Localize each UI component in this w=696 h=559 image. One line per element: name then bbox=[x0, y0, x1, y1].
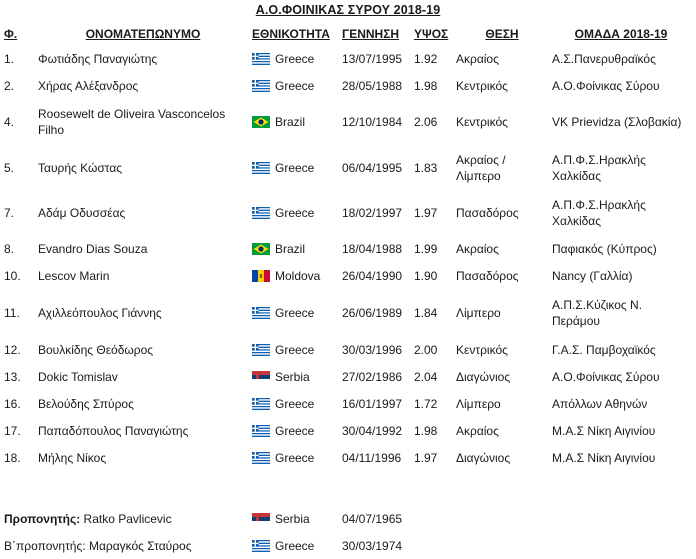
player-number: 16. bbox=[4, 396, 21, 411]
player-name: Evandro Dias Souza bbox=[38, 241, 148, 256]
player-height: 2.00 bbox=[414, 342, 438, 357]
staff-cell bbox=[2, 505, 250, 532]
country-name: Greece bbox=[275, 306, 315, 320]
header-team: ΟΜΑΔΑ 2018-19 bbox=[574, 27, 668, 41]
player-birth-date: 18/04/1988 bbox=[342, 241, 403, 256]
player-name: Χήρας Αλέξανδρος bbox=[38, 78, 139, 93]
player-position: Λίμπερο bbox=[456, 306, 501, 320]
player-height: 1.98 bbox=[414, 78, 438, 93]
table-row bbox=[2, 290, 692, 336]
player-number: 5. bbox=[4, 160, 15, 175]
staff-nationality bbox=[250, 505, 340, 532]
header-name: ΟΝΟΜΑΤΕΠΩΝΥΜΟ bbox=[85, 27, 201, 41]
player-position: Διαγώνιος bbox=[456, 369, 511, 384]
country-name: Greece bbox=[275, 423, 315, 438]
player-team: Α.Ο.Φοίνικας Σύρου bbox=[552, 78, 660, 93]
player-position: Κεντρικός bbox=[456, 115, 508, 129]
player-nationality bbox=[250, 336, 340, 363]
country-name: Greece bbox=[275, 78, 315, 93]
staff-table bbox=[2, 505, 692, 559]
player-nationality bbox=[250, 290, 340, 336]
player-number: 2. bbox=[4, 78, 15, 93]
staff-birth-date: 04/07/1965 bbox=[342, 511, 403, 526]
country-name: Greece bbox=[275, 396, 315, 411]
staff-name: Ratko Pavlicevic bbox=[83, 511, 172, 526]
table-row bbox=[2, 444, 692, 471]
player-team: Μ.Α.Σ Νίκη Αιγινίου bbox=[552, 450, 656, 465]
player-position: Πασαδόρος bbox=[456, 269, 519, 283]
greece-flag-icon bbox=[252, 540, 270, 552]
roster-table bbox=[2, 27, 692, 471]
player-height: 1.72 bbox=[414, 396, 438, 411]
greece-flag-icon bbox=[252, 452, 270, 464]
player-position: Διαγώνιος bbox=[456, 450, 511, 465]
player-nationality bbox=[250, 417, 340, 444]
table-row bbox=[2, 145, 692, 190]
player-position: Ακραίος bbox=[456, 241, 499, 256]
staff-role-label: Β΄προπονητής: bbox=[4, 538, 86, 553]
staff-birth-date: 30/03/1974 bbox=[342, 538, 403, 553]
country-name: Greece bbox=[275, 538, 315, 553]
player-birth-date: 18/02/1997 bbox=[342, 205, 403, 220]
staff-cell bbox=[2, 532, 250, 559]
greece-flag-icon bbox=[252, 344, 270, 356]
country-name: Greece bbox=[275, 342, 315, 357]
country-name: Greece bbox=[275, 450, 315, 465]
staff-row bbox=[2, 505, 692, 532]
player-team: Nancy (Γαλλία) bbox=[552, 269, 633, 283]
header-nationality: ΕΘΝΙΚΟΤΗΤΑ bbox=[252, 27, 330, 41]
player-birth-date: 30/03/1996 bbox=[342, 342, 403, 357]
player-number: 11. bbox=[4, 306, 20, 320]
table-row bbox=[2, 336, 692, 363]
player-name: Dokic Tomislav bbox=[38, 369, 118, 384]
player-team: Γ.Α.Σ. Παμβοχαϊκός bbox=[552, 342, 656, 357]
table-row bbox=[2, 72, 692, 99]
player-team: Α.Σ.Πανερυθραϊκός bbox=[552, 51, 656, 66]
staff-role-label: Προπονητής: bbox=[4, 511, 81, 526]
player-nationality bbox=[250, 363, 340, 390]
player-height: 1.97 bbox=[414, 450, 438, 465]
greece-flag-icon bbox=[252, 398, 270, 410]
player-number: 8. bbox=[4, 241, 15, 256]
roster-header-row bbox=[2, 27, 692, 45]
player-team: Μ.Α.Σ Νίκη Αιγινίου bbox=[552, 423, 656, 438]
player-height: 1.97 bbox=[414, 205, 438, 220]
player-name: Αχιλλεόπουλος Γιάννης bbox=[38, 306, 162, 320]
player-team: Απόλλων Αθηνών bbox=[552, 396, 648, 411]
player-nationality bbox=[250, 262, 340, 290]
player-height: 2.04 bbox=[414, 369, 438, 384]
player-name: Παπαδόπουλος Παναγιώτης bbox=[38, 423, 189, 438]
player-nationality bbox=[250, 99, 340, 145]
player-birth-date: 28/05/1988 bbox=[342, 78, 403, 93]
player-number: 10. bbox=[4, 269, 21, 283]
player-nationality bbox=[250, 72, 340, 99]
player-height: 1.98 bbox=[414, 423, 438, 438]
player-position: Κεντρικός bbox=[456, 78, 508, 93]
player-position: Πασαδόρος bbox=[456, 205, 519, 220]
player-birth-date: 27/02/1986 bbox=[342, 369, 403, 384]
player-height: 1.92 bbox=[414, 51, 438, 66]
player-birth-date: 26/04/1990 bbox=[342, 269, 403, 283]
player-number: 13. bbox=[4, 369, 21, 384]
staff-nationality bbox=[250, 532, 340, 559]
staff-row bbox=[2, 532, 692, 559]
country-name: Greece bbox=[275, 160, 315, 175]
player-height: 2.06 bbox=[414, 115, 438, 129]
player-team: Α.Π.Φ.Σ.Ηρακλής Χαλκίδας bbox=[552, 197, 646, 228]
greece-flag-icon bbox=[252, 80, 270, 92]
player-birth-date: 13/07/1995 bbox=[342, 51, 403, 66]
player-team: VK Prievidza (Σλοβακία) bbox=[552, 115, 682, 129]
country-name: Moldova bbox=[275, 269, 321, 283]
player-position: Λίμπερο bbox=[456, 396, 501, 411]
country-name: Brazil bbox=[275, 241, 306, 256]
staff-name: Μαραγκός Σταύρος bbox=[88, 538, 192, 553]
player-nationality bbox=[250, 444, 340, 471]
greece-flag-icon bbox=[252, 53, 270, 65]
greece-flag-icon bbox=[252, 425, 270, 437]
table-row bbox=[2, 45, 692, 72]
country-name: Serbia bbox=[275, 511, 310, 526]
player-name: Ταυρής Κώστας bbox=[38, 160, 123, 175]
brazil-flag-icon bbox=[252, 116, 270, 128]
player-birth-date: 06/04/1995 bbox=[342, 160, 403, 175]
player-name: Μήλης Νίκος bbox=[38, 450, 107, 465]
serbia-flag-icon bbox=[252, 371, 270, 383]
header-height: ΥΨΟΣ bbox=[414, 27, 449, 41]
player-position: Κεντρικός bbox=[456, 342, 508, 357]
player-number: 18. bbox=[4, 450, 21, 465]
player-name: Βελούδης Σπύρος bbox=[38, 396, 134, 411]
player-birth-date: 12/10/1984 bbox=[342, 115, 403, 129]
player-team: Α.Ο.Φοίνικας Σύρου bbox=[552, 369, 660, 384]
header-number: Φ. bbox=[4, 27, 18, 41]
country-name: Greece bbox=[275, 51, 315, 66]
player-name: Αδάμ Οδυσσέας bbox=[38, 205, 126, 220]
player-name: Roosewelt de Oliveira Vasconcelos Filho bbox=[38, 107, 226, 137]
player-birth-date: 30/04/1992 bbox=[342, 423, 403, 438]
brazil-flag-icon bbox=[252, 243, 270, 255]
page-title: Α.Ο.ΦΟΙΝΙΚΑΣ ΣΥΡΟΥ 2018-19 bbox=[255, 3, 441, 17]
player-position: Ακραίος bbox=[456, 51, 499, 66]
player-nationality bbox=[250, 190, 340, 235]
table-row bbox=[2, 99, 692, 145]
player-birth-date: 04/11/1996 bbox=[342, 450, 402, 465]
player-name: Φωτιάδης Παναγιώτης bbox=[38, 51, 158, 66]
player-number: 4. bbox=[4, 115, 15, 129]
player-name: Lescov Marin bbox=[38, 269, 110, 283]
country-name: Brazil bbox=[275, 115, 306, 129]
header-position: ΘΕΣΗ bbox=[485, 27, 519, 41]
player-nationality bbox=[250, 235, 340, 262]
header-birth: ΓΕΝΝΗΣΗ bbox=[342, 27, 400, 41]
player-birth-date: 16/01/1997 bbox=[342, 396, 403, 411]
player-height: 1.90 bbox=[414, 269, 438, 283]
table-row bbox=[2, 190, 692, 235]
country-name: Greece bbox=[275, 205, 315, 220]
moldova-flag-icon bbox=[252, 270, 270, 282]
player-nationality bbox=[250, 145, 340, 190]
table-row bbox=[2, 390, 692, 417]
player-number: 7. bbox=[4, 205, 15, 220]
table-row bbox=[2, 262, 692, 290]
player-birth-date: 26/06/1989 bbox=[342, 306, 403, 320]
player-team: Παφιακός (Κύπρος) bbox=[552, 241, 657, 256]
greece-flag-icon bbox=[252, 307, 270, 319]
player-number: 12. bbox=[4, 342, 21, 357]
player-name: Βουλκίδης Θεόδωρος bbox=[38, 342, 154, 357]
player-nationality bbox=[250, 45, 340, 72]
serbia-flag-icon bbox=[252, 513, 270, 525]
table-row bbox=[2, 363, 692, 390]
player-team: Α.Π.Σ.Κύζικος Ν. Περάμου bbox=[552, 298, 643, 328]
player-height: 1.84 bbox=[414, 306, 438, 320]
player-position: Ακραίος / Λίμπερο bbox=[456, 152, 506, 183]
player-team: Α.Π.Φ.Σ.Ηρακλής Χαλκίδας bbox=[552, 152, 646, 183]
table-row bbox=[2, 235, 692, 262]
player-height: 1.99 bbox=[414, 241, 438, 256]
country-name: Serbia bbox=[275, 369, 310, 384]
player-position: Ακραίος bbox=[456, 423, 499, 438]
player-number: 17. bbox=[4, 423, 21, 438]
player-height: 1.83 bbox=[414, 160, 438, 175]
greece-flag-icon bbox=[252, 162, 270, 174]
player-nationality bbox=[250, 390, 340, 417]
greece-flag-icon bbox=[252, 207, 270, 219]
table-row bbox=[2, 417, 692, 444]
player-number: 1. bbox=[4, 51, 15, 66]
